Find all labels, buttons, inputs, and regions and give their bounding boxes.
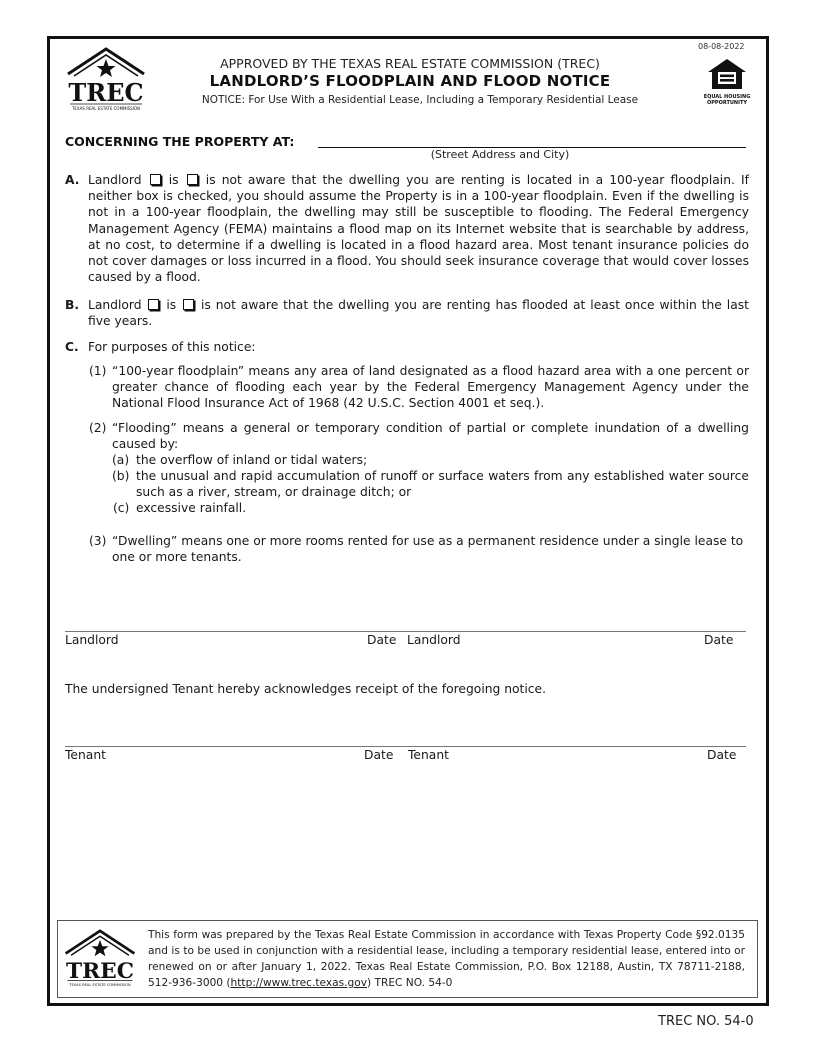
tenant-1-date-label: Date	[364, 748, 394, 762]
footer-text-end: ) TREC NO. 54-0	[366, 977, 453, 989]
approved-by-line: APPROVED BY THE TEXAS REAL ESTATE COMMISSION (TREC)	[220, 56, 600, 71]
landlord-2-label: Landlord	[407, 633, 461, 647]
section-b-checkbox-is[interactable]	[148, 299, 159, 310]
definition-flooding	[89, 420, 749, 452]
section-b-prefix: Landlord	[88, 298, 142, 312]
trec-house-star-logo-icon	[62, 928, 138, 988]
svg-text:TEXAS REAL ESTATE COMMISSION: TEXAS REAL ESTATE COMMISSION	[69, 983, 131, 988]
section-b-checkbox-is-not[interactable]	[183, 299, 194, 310]
tenant-1-label: Tenant	[65, 748, 106, 762]
definition-text: “100-year floodplain” means any area of land designated as a flood hazard area with a one percent or greater chance of flooding each year by the Federal Emergency Management Agency under the National Flood Insurance Act of 1968 (42 U.S.C. Section 4001 et seq.).	[112, 364, 749, 411]
flooding-subitem-b	[112, 468, 749, 500]
subitem-number: (a)	[112, 453, 130, 467]
definition-dwelling	[89, 533, 749, 565]
section-a-checkbox-is[interactable]	[150, 174, 161, 185]
section-a-is-label: is	[168, 173, 179, 187]
landlord-signature-line[interactable]	[65, 631, 746, 632]
equal-housing-logo	[699, 58, 755, 106]
section-c-intro: For purposes of this notice:	[88, 340, 256, 354]
svg-text:TREC: TREC	[68, 78, 144, 107]
definition-100-year-floodplain	[89, 363, 749, 412]
svg-text:TEXAS REAL ESTATE COMMISSION: TEXAS REAL ESTATE COMMISSION	[71, 106, 141, 111]
tenant-2-date-label: Date	[707, 748, 737, 762]
section-a	[65, 172, 749, 285]
section-c-label: C.	[65, 340, 79, 354]
section-c	[65, 339, 749, 355]
subitem-number: (c)	[113, 501, 130, 515]
landlord-2-date-label: Date	[704, 633, 734, 647]
revision-date: 08-08-2022	[698, 42, 745, 51]
landlord-1-label: Landlord	[65, 633, 119, 647]
usage-notice: NOTICE: For Use With a Residential Lease, Including a Temporary Residential Lease	[201, 94, 639, 106]
definition-text: “Dwelling” means one or more rooms rented for use as a permanent residence under a single lease to one or more tenants.	[112, 534, 744, 565]
page-title: LANDLORD’S FLOODPLAIN AND FLOOD NOTICE	[209, 72, 611, 90]
definition-number: (3)	[89, 534, 107, 548]
trec-house-star-logo-icon	[64, 46, 148, 112]
definition-text: “Flooding” means a general or temporary condition of partial or complete inundation of a dwelling caused by:	[112, 421, 749, 452]
subitem-text: the overflow of inland or tidal waters;	[136, 453, 368, 467]
landlord-1-date-label: Date	[367, 633, 397, 647]
footer-disclaimer	[148, 927, 745, 991]
property-address-sublabel: (Street Address and City)	[430, 148, 570, 161]
tenant-signature-line[interactable]	[65, 746, 746, 747]
trec-logo	[64, 46, 148, 112]
subitem-text: excessive rainfall.	[136, 501, 247, 515]
subitem-text: the unusual and rapid accumulation of runoff or surface waters from any established water source such as a river, stream, or drainage ditch; or	[136, 469, 749, 500]
flooding-subitem-a	[112, 452, 749, 468]
section-b-is-label: is	[166, 298, 177, 312]
trec-website-link[interactable]: http://www.trec.texas.gov	[230, 977, 367, 989]
footer-text-main: This form was prepared by the Texas Real Estate Commission in accordance with Texas Property Code §92.0135 and is to be used in conjunction with a residential lease, including a temporary residential lease, entered into or renewed on or after January 1, 2022. Texas Real Estate Commission, P.O. Box 12188, Austin, TX 78711-2188, 512-936-3000 (	[148, 929, 745, 989]
section-a-label: A.	[65, 173, 80, 187]
section-b-label: B.	[65, 298, 80, 312]
footer-trec-logo	[62, 928, 138, 988]
subitem-number: (b)	[112, 469, 130, 483]
form-number: TREC NO. 54-0	[658, 1014, 754, 1029]
equal-housing-icon	[707, 58, 747, 90]
property-label: CONCERNING THE PROPERTY AT:	[65, 134, 295, 149]
section-a-text: is not aware that the dwelling you are renting is located in a 100-year floodplain. If neither box is checked, you should assume the Property is in a 100-year floodplain. Even if the dwelling is not in a 100-year floodplain, the dwelling may still be susceptible to flooding. The Federal Emergency Management Agency (FEMA) maintains a flood map on its Internet website that is searchable by address, at no cost, to determine if a dwelling is located in a flood hazard area. Most tenant insurance policies do not cover damages or loss incurred in a flood. You should seek insurance coverage that would cover losses caused by a flood.	[88, 173, 749, 285]
tenant-acknowledgment: The undersigned Tenant hereby acknowledges receipt of the foregoing notice.	[65, 682, 547, 696]
section-a-prefix: Landlord	[88, 173, 142, 187]
section-a-checkbox-is-not[interactable]	[187, 174, 198, 185]
definition-number: (1)	[89, 364, 107, 378]
svg-text:TREC: TREC	[65, 958, 135, 984]
flooding-subitem-c	[113, 500, 749, 516]
section-b-text: is not aware that the dwelling you are renting has flooded at least once within the last five years.	[88, 298, 749, 329]
tenant-2-label: Tenant	[408, 748, 449, 762]
section-b	[65, 297, 749, 329]
definition-number: (2)	[89, 421, 107, 435]
equal-housing-label-1: EQUAL HOUSING	[703, 94, 751, 100]
equal-housing-label-2: OPPORTUNITY	[706, 100, 747, 106]
